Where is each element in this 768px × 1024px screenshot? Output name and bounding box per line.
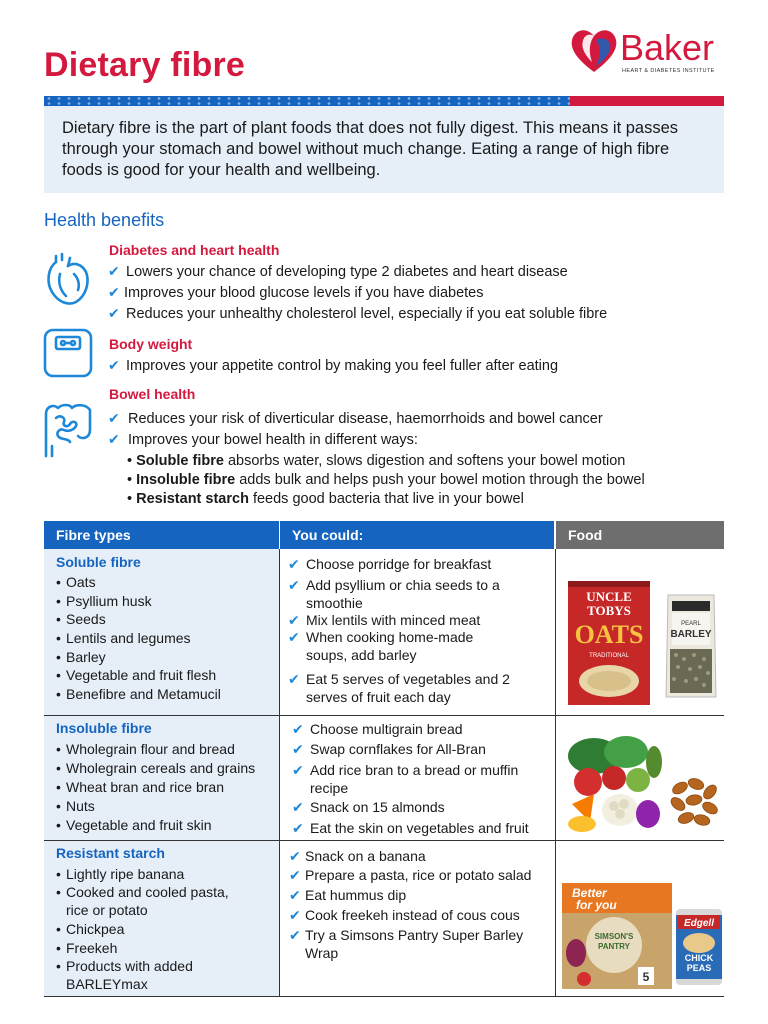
oats-brand-mid: TOBYS — [587, 603, 631, 618]
resistant-food-cell — [555, 841, 724, 996]
header-you-could: You could: — [279, 521, 554, 549]
could-item: ✔ Add rice bran to a bread or muffin recipe — [292, 762, 519, 796]
check-icon: ✔ — [292, 820, 304, 836]
almonds-image — [666, 772, 722, 828]
wrap-brand2: PANTRY — [598, 942, 630, 951]
can-brand: Edgell — [683, 918, 715, 929]
fibre-item: • Benefibre and Metamucil — [56, 686, 221, 702]
check-icon: ✔ — [289, 848, 301, 864]
could-item: ✔ Snack on 15 almonds — [292, 799, 445, 815]
could-item: ✔ Prepare a pasta, rice or potato salad — [289, 867, 532, 883]
could-item: ✔ Mix lentils with minced meat — [288, 612, 481, 628]
wrap-pack-image — [562, 883, 672, 989]
check-icon: ✔ — [289, 927, 301, 943]
barley-label2: BARLEY — [670, 629, 712, 640]
check-icon: ✔ — [292, 799, 304, 815]
fibre-item: • Wholegrain flour and bread — [56, 741, 235, 757]
logo-wordmark: Baker — [620, 27, 715, 68]
fibre-item: • Vegetable and fruit flesh — [56, 667, 217, 683]
diabetes-item: ✔ Improves your blood glucose levels if you have diabetes — [108, 284, 484, 301]
vegetables-image — [564, 734, 662, 834]
fibre-item: • Vegetable and fruit skin — [56, 817, 212, 833]
fibre-item: • Wheat bran and rice bran — [56, 779, 224, 795]
fibre-item: • Chickpea — [56, 921, 125, 937]
check-icon: ✔ — [292, 741, 304, 757]
oats-box-image — [568, 581, 650, 705]
could-item: ✔ When cooking home-made soups, add barley — [288, 629, 474, 663]
fibre-item: • Lentils and legumes — [56, 630, 191, 646]
check-icon: ✔ — [108, 431, 120, 447]
fibre-item: • Freekeh — [56, 940, 118, 956]
header-stripe-red — [570, 96, 724, 106]
fibre-type-label: Insoluble fibre — [56, 720, 152, 736]
diabetes-heading: Diabetes and heart health — [109, 242, 280, 258]
header-stripe-blue — [44, 96, 570, 106]
bowel-subitem: • Soluble fibre absorbs water, slows digestion and softens your bowel motion — [127, 453, 626, 469]
wrap-count: 5 — [642, 970, 650, 984]
fibre-item: • Seeds — [56, 611, 106, 627]
fibre-item: • Nuts — [56, 798, 95, 814]
check-icon: ✔ — [288, 556, 300, 572]
insoluble-types-cell — [44, 716, 279, 840]
fibre-item: • Wholegrain cereals and grains — [56, 760, 256, 776]
check-icon: ✔ — [288, 671, 300, 687]
baker-logo — [570, 26, 730, 78]
soluble-food-cell — [555, 549, 724, 715]
fibre-item: • Products with added — [56, 958, 193, 974]
check-icon: ✔ — [288, 629, 300, 645]
check-icon: ✔ — [288, 612, 300, 628]
fibre-item: rice or potato — [66, 902, 148, 918]
oats-brand-big: OATS — [574, 620, 644, 649]
diabetes-item: ✔ Reduces your unhealthy cholesterol level, especially if you eat soluble fibre — [108, 305, 608, 322]
check-icon: ✔ — [292, 762, 304, 778]
weight-item: ✔ Improves your appetite control by making you feel fuller after eating — [108, 357, 559, 374]
table-bottom-border — [44, 996, 724, 997]
logo-subtitle: HEART & DIABETES INSTITUTE — [622, 68, 715, 74]
check-icon: ✔ — [108, 357, 120, 373]
check-icon: ✔ — [288, 577, 300, 593]
scale-icon — [42, 327, 96, 381]
wrap-tag2: for you — [576, 898, 617, 912]
can-label: CHICK — [684, 953, 714, 963]
could-item: ✔ Add psyllium or chia seeds to a smoothie — [288, 577, 500, 611]
check-icon: ✔ — [292, 721, 304, 737]
baker-heart-logo-icon — [570, 26, 618, 76]
check-icon: ✔ — [108, 305, 120, 321]
resistant-types-cell — [44, 841, 279, 996]
bowel-health-heading: Bowel health — [109, 386, 196, 402]
barley-label: PEARL — [681, 621, 701, 627]
bowel-item: ✔ Improves your bowel health in different ways: — [108, 431, 418, 448]
heart-icon — [42, 252, 94, 310]
fibre-item: • Oats — [56, 574, 96, 590]
fibre-item: BARLEYmax — [66, 976, 148, 992]
oats-tag: TRADITIONAL — [589, 653, 629, 659]
bowel-icon — [42, 400, 98, 462]
check-icon: ✔ — [108, 284, 120, 300]
chickpea-can-image — [676, 905, 722, 987]
check-icon: ✔ — [108, 263, 120, 279]
oats-brand-top: UNCLE — [586, 589, 632, 604]
could-item: ✔ Choose porridge for breakfast — [288, 556, 492, 572]
fibre-item: • Barley — [56, 649, 106, 665]
could-item: ✔ Choose multigrain bread — [292, 721, 463, 737]
check-icon: ✔ — [108, 410, 120, 426]
soluble-could-cell — [279, 549, 555, 715]
could-item: ✔ Eat 5 serves of vegetables and 2 serves of fruit each day — [288, 671, 510, 705]
intro-text: Dietary fibre is the part of plant foods that does not fully digest. This means it passes through your stomach and bowel without much change. Eating a range of high fibre foods is good for your health and wellbeing. — [62, 119, 679, 179]
wrap-tag1: Better — [572, 886, 607, 900]
could-item: ✔ Eat hummus dip — [289, 887, 407, 903]
insoluble-could-cell — [279, 716, 555, 840]
could-item: ✔ Cook freekeh instead of cous cous — [289, 907, 520, 923]
could-item: ✔ Snack on a banana — [289, 848, 426, 864]
fibre-item: • Cooked and cooled pasta, — [56, 884, 229, 900]
wrap-brand: SIMSON'S — [594, 932, 634, 941]
health-benefits-heading: Health benefits — [44, 210, 165, 230]
check-icon: ✔ — [289, 887, 301, 903]
body-weight-heading: Body weight — [109, 336, 193, 352]
insoluble-food-cell — [555, 716, 724, 840]
fibre-type-label: Soluble fibre — [56, 554, 141, 570]
header-fibre-types: Fibre types — [44, 521, 279, 549]
fibre-item: • Psyllium husk — [56, 593, 152, 609]
could-item: ✔ Eat the skin on vegetables and fruit — [292, 820, 529, 836]
diabetes-item: ✔ Lowers your chance of developing type 2 diabetes and heart disease — [108, 263, 568, 280]
bowel-subitem: • Insoluble fibre adds bulk and helps push your bowel motion through the bowel — [127, 472, 645, 488]
could-item: ✔ Swap cornflakes for All-Bran — [292, 741, 486, 757]
can-label2: PEAS — [686, 963, 712, 973]
barley-bag-image — [664, 589, 718, 701]
header-food: Food — [555, 521, 724, 549]
soluble-types-cell — [44, 549, 279, 715]
could-item: ✔ Try a Simsons Pantry Super Barley Wrap — [289, 927, 524, 961]
fibre-item: • Lightly ripe banana — [56, 866, 185, 882]
bowel-item: ✔ Reduces your risk of diverticular disease, haemorrhoids and bowel cancer — [108, 410, 603, 427]
check-icon: ✔ — [289, 907, 301, 923]
check-icon: ✔ — [289, 867, 301, 883]
resistant-could-cell — [279, 841, 555, 996]
fibre-type-label: Resistant starch — [56, 845, 165, 861]
page-title: Dietary fibre — [44, 46, 246, 84]
bowel-subitem: • Resistant starch feeds good bacteria that live in your bowel — [127, 491, 524, 507]
intro-box — [44, 106, 724, 193]
